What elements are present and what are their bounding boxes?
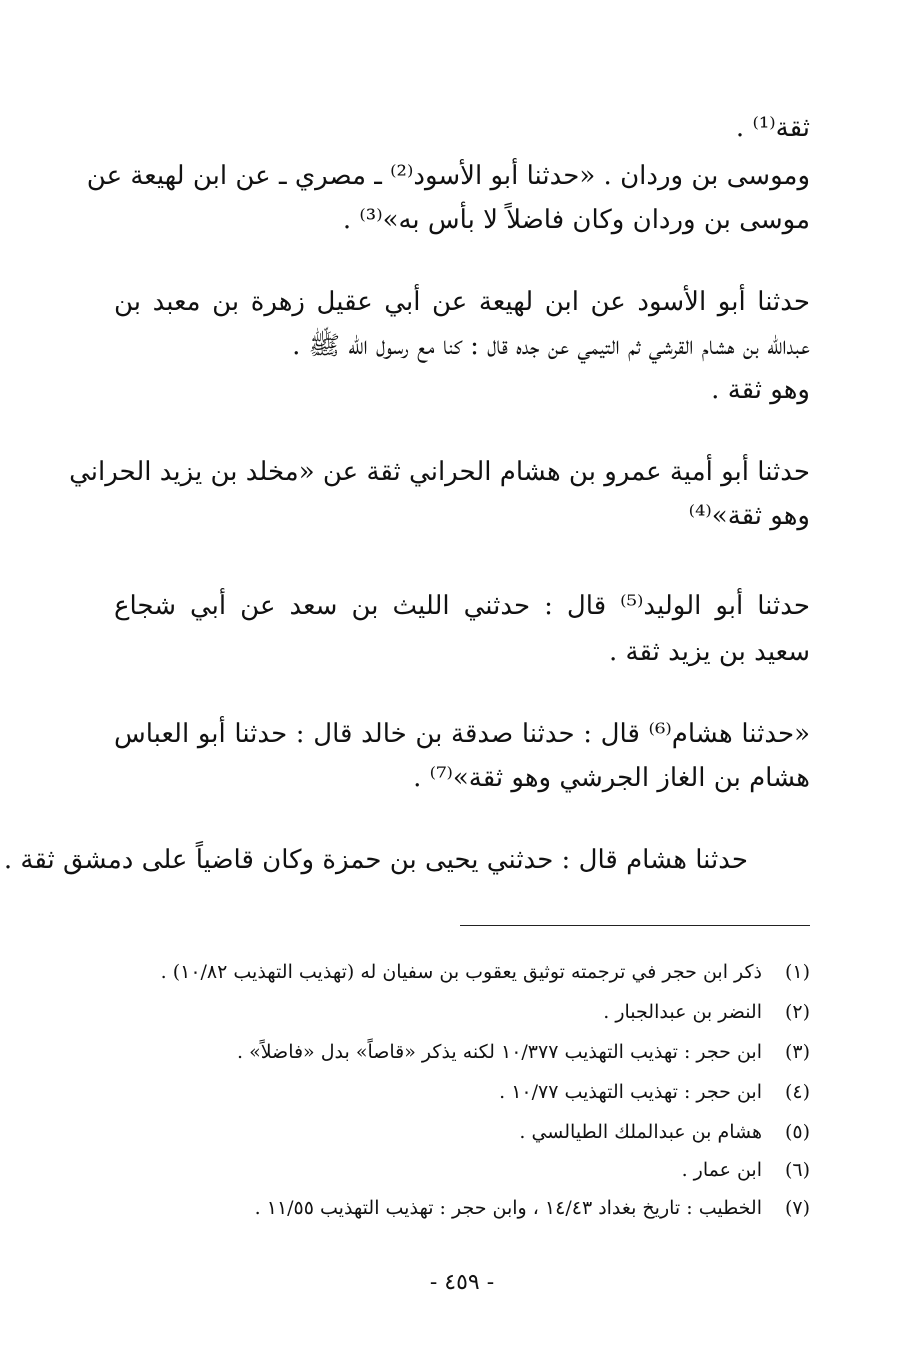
body-line-7: حدثنا أبو أمية عمرو بن هشام الحراني ثقة عن «مخلد بن يزيد الحراني <box>69 457 810 487</box>
footnote-2-text: النضر بن عبدالجبار . <box>603 1001 762 1023</box>
footnote-7 <box>255 1194 810 1222</box>
footnote-2-number: (٢) <box>784 1001 810 1023</box>
footnote-3-text: ابن حجر : تهذيب التهذيب ١٠/٣٧٧ لكنه يذكر «قاصاً» بدل «فاضلاً» . <box>237 1041 762 1063</box>
footnote-divider <box>460 925 810 926</box>
footnote-5 <box>519 1118 810 1146</box>
footnote-1-text: ذكر ابن حجر في ترجمته توثيق يعقوب بن سفيان له (تهذيب التهذيب ١٠/٨٢) . <box>160 961 762 983</box>
footnote-5-number: (٥) <box>784 1121 810 1143</box>
footnote-3-number: (٣) <box>784 1041 810 1063</box>
footnote-4-number: (٤) <box>784 1081 810 1103</box>
body-line-6: وهو ثقة . <box>711 375 810 405</box>
footnote-6-text: ابن عمار . <box>681 1159 762 1181</box>
body-line-12: هشام بن الغاز الجرشي وهو ثقة»⁽⁷⁾ . <box>413 763 810 793</box>
footnote-4 <box>499 1078 810 1106</box>
footnote-7-number: (٧) <box>784 1197 810 1219</box>
footnote-1-number: (١) <box>784 961 810 983</box>
footnote-4-text: ابن حجر : تهذيب التهذيب ١٠/٧٧ . <box>499 1081 762 1103</box>
body-line-3: موسى بن وردان وكان فاضلاً لا بأس به»⁽³⁾ . <box>342 205 810 235</box>
body-line-1: ثقة⁽¹⁾ . <box>735 113 810 143</box>
footnote-2 <box>603 998 810 1026</box>
body-line-8: وهو ثقة»⁽⁴⁾ <box>688 501 810 531</box>
footnote-1 <box>161 958 810 986</box>
page-number: - ٤٥٩ - <box>429 1270 495 1295</box>
body-line-5: عبدالله بن هشام القرشي ثم التيمي عن جده قال : كنا مع رسول الله ﷺ . <box>292 331 810 361</box>
footnote-5-text: هشام بن عبدالملك الطيالسي . <box>519 1121 762 1143</box>
body-line-9: حدثنا أبو الوليد⁽⁵⁾ قال : حدثني الليث بن سعد عن أبي شجاع <box>114 591 810 621</box>
footnote-6 <box>682 1156 810 1184</box>
footnote-3 <box>237 1038 810 1066</box>
body-line-4: حدثنا أبو الأسود عن ابن لهيعة عن أبي عقيل زهرة بن معبد بن <box>114 287 810 317</box>
body-line-11: «حدثنا هشام⁽⁶⁾ قال : حدثنا صدقة بن خالد قال : حدثنا أبو العباس <box>114 719 810 749</box>
body-line-10: سعيد بن يزيد ثقة . <box>609 637 810 667</box>
footnote-6-number: (٦) <box>784 1159 810 1181</box>
body-line-13: حدثنا هشام قال : حدثني يحيى بن حمزة وكان قاضياً على دمشق ثقة . <box>3 845 748 875</box>
body-line-2: وموسى بن وردان . «حدثنا أبو الأسود⁽²⁾ ـ مصري ـ عن ابن لهيعة عن <box>86 161 810 191</box>
footnote-7-text: الخطيب : تاريخ بغداد ١٤/٤٣ ، وابن حجر : تهذيب التهذيب ١١/٥٥ . <box>254 1197 762 1219</box>
